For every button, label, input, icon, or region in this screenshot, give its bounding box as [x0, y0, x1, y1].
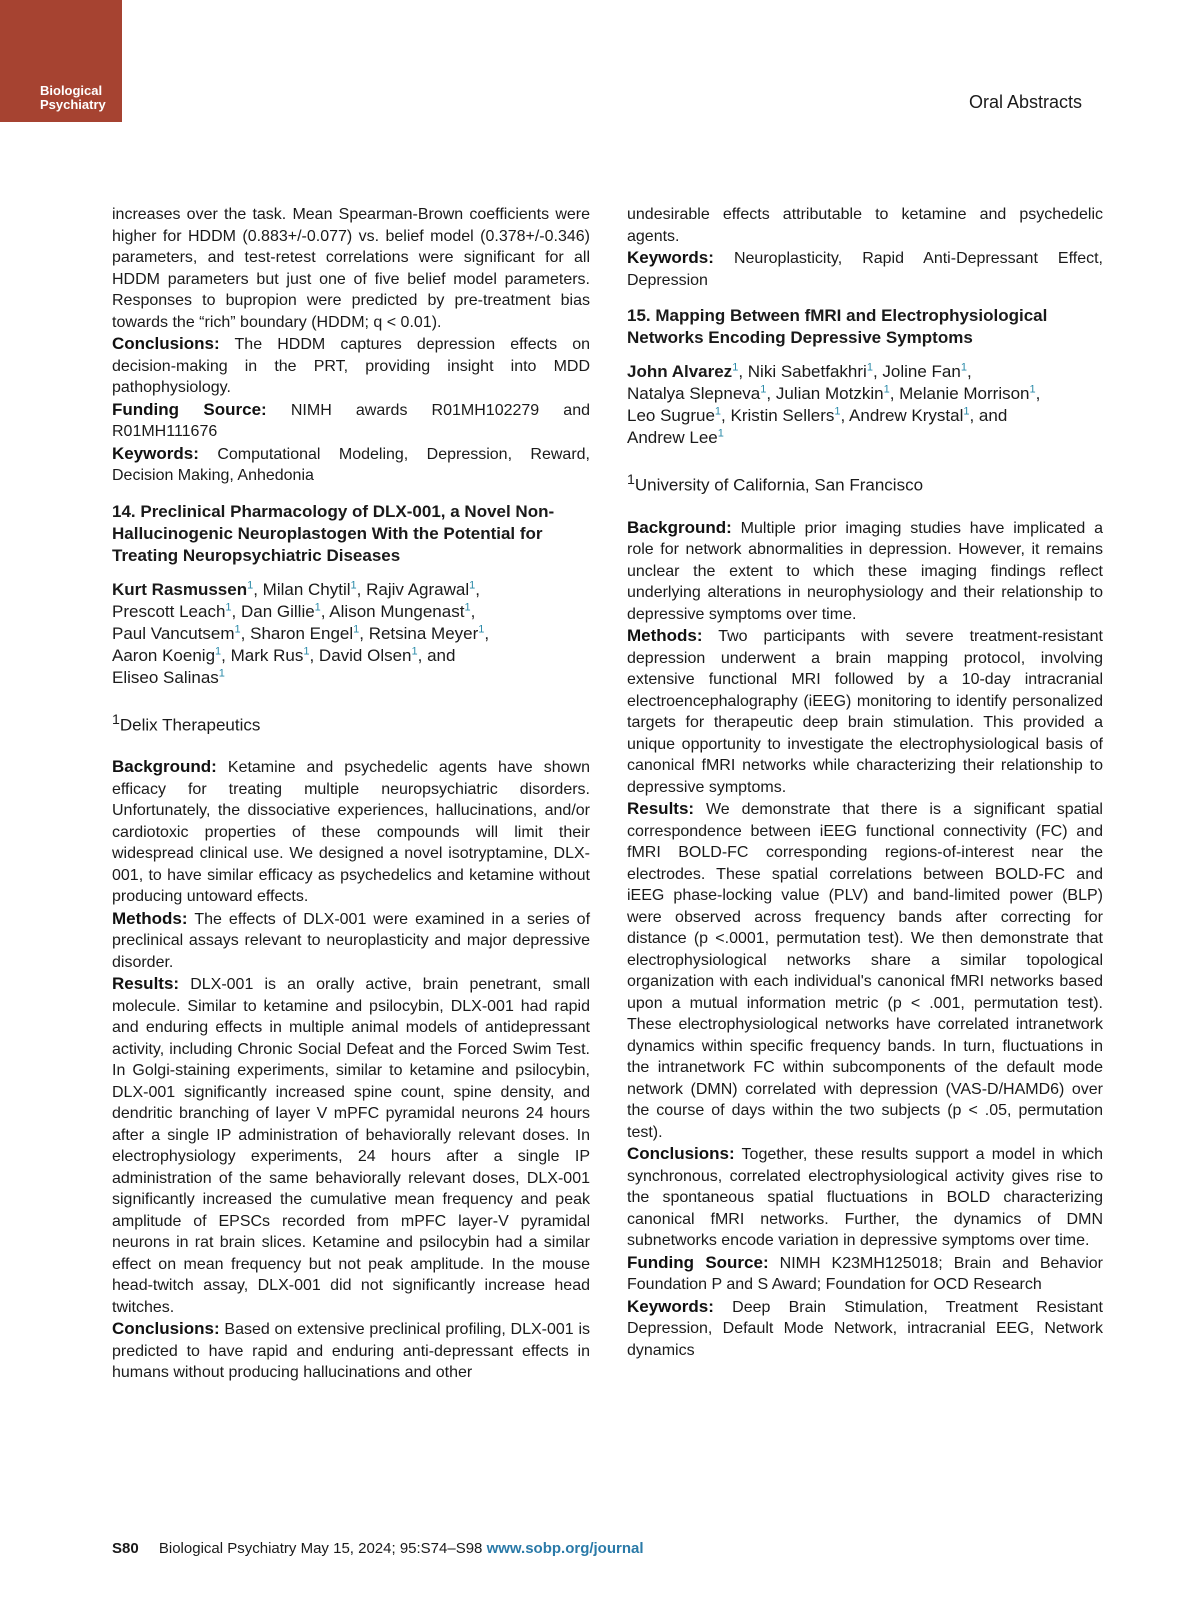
affiliation-marker: 1: [411, 644, 418, 657]
results-paragraph: [627, 798, 1103, 1143]
methods-text: The effects of DLX-001 were examined in a series of preclinical assays relevant to neuroplasticity and major depressive disorder.: [112, 910, 591, 971]
author-name: John Alvarez: [627, 362, 733, 381]
author-name: Aaron Koenig: [112, 645, 216, 665]
affiliation-marker: 1: [478, 622, 485, 635]
abstract-14-affiliation: $^1$Delix Therapeutics: [112, 711, 261, 735]
author-name: , Mark Rus: [221, 645, 304, 665]
affiliation-marker: 1: [627, 472, 635, 488]
conclusions-label: Conclusions:: [112, 334, 220, 353]
affiliation-marker: 1: [225, 600, 232, 613]
background-paragraph: [627, 517, 1103, 626]
conclusions-paragraph: [112, 1318, 590, 1384]
keywords-text: Deep Brain Stimulation, Treatment Resistant Depression, Default Mode Network, intracranial EEG, Network dynamics: [627, 1298, 1103, 1359]
author-name: , Julian Motzkin: [766, 384, 884, 403]
affiliation-marker: 1: [314, 600, 321, 613]
funding-text: NIMH awards R01MH102279 and R01MH111676: [112, 401, 591, 440]
conclusions-label: Conclusions:: [627, 1144, 735, 1164]
conclusions-text: Together, these results support a model in which synchronous, correlated electrophysiological activity gives rise to the spontaneous spatial fluctuations in BOLD characterizing canonical fMRI networks. Further, the dynamics of DMN subnetworks encode variation in depressive symptoms over time.: [627, 1146, 1103, 1250]
citation: Biological Psychiatry May 15, 2024; 95:S74–S98: [158, 1540, 483, 1557]
background-text: Ketamine and psychedelic agents have shown efficacy for treating multiple neuropsychiatric disorders. Unfortunately, the dissociative experiences, hallucinations, and/or cardiotoxic properties of these compounds will limit their widespread clinical use. We designed a novel isotryptamine, DLX-001, to have similar efficacy as psychedelics and ketamine without producing untoward effects.: [112, 759, 590, 906]
affiliation-marker: 1: [960, 361, 967, 374]
author-name: Andrew Lee: [627, 428, 718, 447]
affiliation-marker: 1: [215, 644, 222, 657]
author-name: Paul Vancutsem: [112, 623, 235, 643]
keywords-paragraph: [627, 247, 1103, 291]
abstract-15-affiliation: $^1$University of California, San Francisco: [627, 472, 924, 495]
methods-paragraph: [627, 625, 1103, 798]
author-name: , Rajiv Agrawal: [356, 579, 470, 599]
keywords-paragraph: [627, 1296, 1103, 1362]
funding-label: Funding Source:: [627, 1252, 769, 1272]
affiliation-marker: 1: [464, 600, 471, 613]
affiliation-marker: 1: [760, 383, 767, 396]
results-label: Results:: [112, 974, 180, 994]
keywords-paragraph: [112, 443, 590, 487]
author-name: , Joline Fan: [872, 362, 961, 381]
keywords-text: Neuroplasticity, Rapid Anti-Depressant Effect, Depression: [627, 250, 1103, 289]
affiliation-marker: 1: [714, 405, 722, 418]
author-name: , Andrew Krystal: [840, 406, 964, 425]
affiliation-marker: 1: [234, 622, 241, 635]
funding-label: Funding Source:: [112, 399, 267, 419]
continued-results-text: increases over the task. Mean Spearman-Brown coefficients were higher for HDDM (0.883+/-0.077) vs. belief model (0.378+/-0.346) parameters, and test-retest correlations were significant for all HDDM parameters but just one of five belief model parameters. Responses to bupropion were predicted by pre-treatment bias towards the “rich” boundary (HDDM; q < 0.01).: [112, 206, 590, 331]
author-name: Leo Sugrue: [627, 406, 715, 425]
abstract-14-authors: Kurt Rasmussen$^1$, Milan Chytil$^1$, Rajiv Agrawal$^1$, Prescott Leach$^1$, Dan Gillie$^1$, Alison Mungenast$^1$, Paul Vancutsem$^1$, Sharon Engel$^1$, Retsina Meyer$^1$, Aaron Koenig$^1$, Mark Rus$^1$, David Olsen$^1$, and Eliseo Salinas$^1$: [112, 578, 490, 687]
affiliation-marker: 1: [247, 578, 254, 591]
page-footer: [112, 1540, 644, 1557]
abstract-15-title: 15. Mapping Between fMRI and Electrophysiological Networks Encoding Depressive Symptoms: [627, 306, 1048, 347]
keywords-label: Keywords:: [112, 443, 199, 463]
author-name: , Alison Mungenast: [320, 601, 465, 621]
background-paragraph: [112, 756, 590, 908]
methods-label: Methods:: [627, 626, 703, 646]
author-name: , Sharon Engel: [240, 623, 354, 643]
affiliation-marker: 1: [303, 644, 310, 657]
keywords-text: Computational Modeling, Depression, Reward, Decision Making, Anhedonia: [112, 445, 590, 484]
author-name: Eliseo Salinas: [112, 667, 219, 687]
keywords-label: Keywords:: [627, 248, 714, 267]
affiliation-marker: 1: [218, 666, 225, 679]
background-label: Background:: [627, 517, 732, 537]
funding-paragraph: [112, 399, 590, 443]
author-name: , Niki Sabetfakhri: [738, 362, 867, 381]
results-label: Results:: [627, 799, 695, 819]
abstract-15-authors: John Alvarez$^1$, Niki Sabetfakhri$^1$, Joline Fan$^1$, Natalya Slepneva$^1$, Julian Motzkin$^1$, Melanie Morrison$^1$, Leo Sugrue$^1$, Kristin Sellers$^1$, Andrew Krystal$^1$, and Andrew Lee$^1$: [627, 361, 1041, 447]
affiliation-marker: 1: [469, 578, 476, 591]
results-text: We demonstrate that there is a significant spatial correspondence between iEEG functional connectivity (FC) and fMRI BOLD-FC corresponding regions-of-interest near the electrodes. These spatial correlations between BOLD-FC and iEEG phase-locking value (PLV) and band-limited power (BLP) were observed across frequency bands after correcting for distance (p <.0001, permutation test). We then demonstrate that electrophysiological networks share a similar topological organization with each individual's canonical fMRI networks based upon a mutual information metric (p < .001, permutation test). These electrophysiological networks have correlated intranetwork dynamics within specific frequency bands. In turn, fluctuations in the intranetwork FC within subcomponents of the default mode network (DMN) correlated with depression (VAS-D/HAMD6) over the course of days within the two subjects (p < .05, permutation test).: [627, 801, 1103, 1141]
affiliation-marker: 1: [717, 427, 724, 440]
author-name: , Melanie Morrison: [889, 384, 1030, 403]
affiliation-marker: 1: [350, 578, 357, 591]
left-column: [112, 204, 590, 1384]
background-label: Background:: [112, 757, 217, 777]
author-name: Kurt Rasmussen: [112, 579, 248, 599]
affiliation-marker: 1: [353, 622, 360, 635]
affiliation-marker: 1: [732, 361, 739, 374]
author-name: , Retsina Meyer: [359, 623, 479, 643]
methods-text: Two participants with severe treatment-resistant depression underwent a brain mapping protocol, involving extensive functional MRI followed by a 10-day intracranial electroencephalography (iEEG) monitoring to identify personalized targets for therapeutic deep brain stimulation. This provided a unique opportunity to investigate the electrophysiological basis of canonical fMRI networks while characterizing their relationship to depressive symptoms.: [627, 628, 1103, 796]
author-name: , Kristin Sellers: [721, 406, 835, 425]
journal-name-line1: Biological: [40, 83, 103, 98]
journal-logo-tab: [0, 0, 122, 122]
keywords-label: Keywords:: [627, 1296, 714, 1316]
section-label: Oral Abstracts: [968, 92, 1082, 112]
affiliation-marker: 1: [963, 405, 970, 418]
journal-name-line2: Psychiatry: [40, 97, 106, 112]
methods-paragraph: [112, 908, 590, 974]
funding-paragraph: [627, 1252, 1103, 1296]
funding-text: NIMH K23MH125018; Brain and Behavior Foundation P and S Award; Foundation for OCD Research: [627, 1254, 1104, 1294]
results-text: DLX-001 is an orally active, brain penetrant, small molecule. Similar to ketamine and psilocybin, DLX-001 had rapid and enduring effects in multiple animal models of antidepressant activity, including Chronic Social Defeat and the Forced Swim Test. In Golgi-staining experiments, similar to ketamine and psilocybin, DLX-001 significantly increased spine count, spine density, and dendritic branching of layer V mPFC pyramidal neurons 24 hours after a single IP administration of behaviorally relevant doses. In electrophysiology experiments, 24 hours after a single IP administration of the same behaviorally relevant doses, DLX-001 significantly increased the cumulative mean frequency and peak amplitude of EPSCs recorded from mPFC layer-V pyramidal neurons in rat brain slices. Ketamine and psilocybin had a similar effect on mean frequency but not peak amplitude. In the mouse head-twitch assay, DLX-001 did not significantly increase head twitches.: [112, 976, 590, 1316]
conclusions-text: Based on extensive preclinical profiling, DLX-001 is predicted to have rapid and enduring anti-depressant effects in humans without producing hallucinations and other: [112, 1321, 590, 1382]
affiliation-marker: 1: [834, 405, 841, 418]
results-paragraph: [112, 973, 590, 1318]
author-name: Natalya Slepneva: [627, 384, 761, 403]
journal-url[interactable]: www.sobp.org/journal: [486, 1540, 644, 1557]
methods-label: Methods:: [112, 908, 188, 928]
affiliation-marker: 1: [883, 383, 890, 396]
author-name: , Milan Chytil: [253, 579, 351, 599]
author-name: , David Olsen: [309, 645, 412, 665]
affiliation-marker: 1: [1029, 383, 1036, 396]
conclusions-paragraph: [627, 1143, 1103, 1252]
right-column: [627, 204, 1103, 1361]
author-name: , Dan Gillie: [231, 601, 315, 621]
conclusions-text: The HDDM captures depression effects on decision-making in the PRT, providing insight into MDD pathophysiology.: [112, 336, 590, 396]
affiliation-marker: 1: [112, 711, 120, 728]
conclusions-paragraph: [112, 333, 590, 399]
affiliation-marker: 1: [866, 361, 873, 374]
abstract-14-title: 14. Preclinical Pharmacology of DLX-001, a Novel Non-Hallucinogenic Neuroplastogen With the Potential for Treating Neuropsychiatric Diseases: [112, 501, 555, 565]
continued-conclusions-text: undesirable effects attributable to ketamine and psychedelic agents.: [627, 206, 1103, 245]
background-text: Multiple prior imaging studies have implicated a role for network abnormalities in depression. However, it remains unclear the extent to which these imaging findings reflect underlying alterations in neurophysiology and their relationship to depressive symptoms over time.: [627, 519, 1103, 623]
page-number: S80: [112, 1540, 139, 1557]
conclusions-label: Conclusions:: [112, 1319, 220, 1339]
author-name: Prescott Leach: [112, 601, 226, 621]
